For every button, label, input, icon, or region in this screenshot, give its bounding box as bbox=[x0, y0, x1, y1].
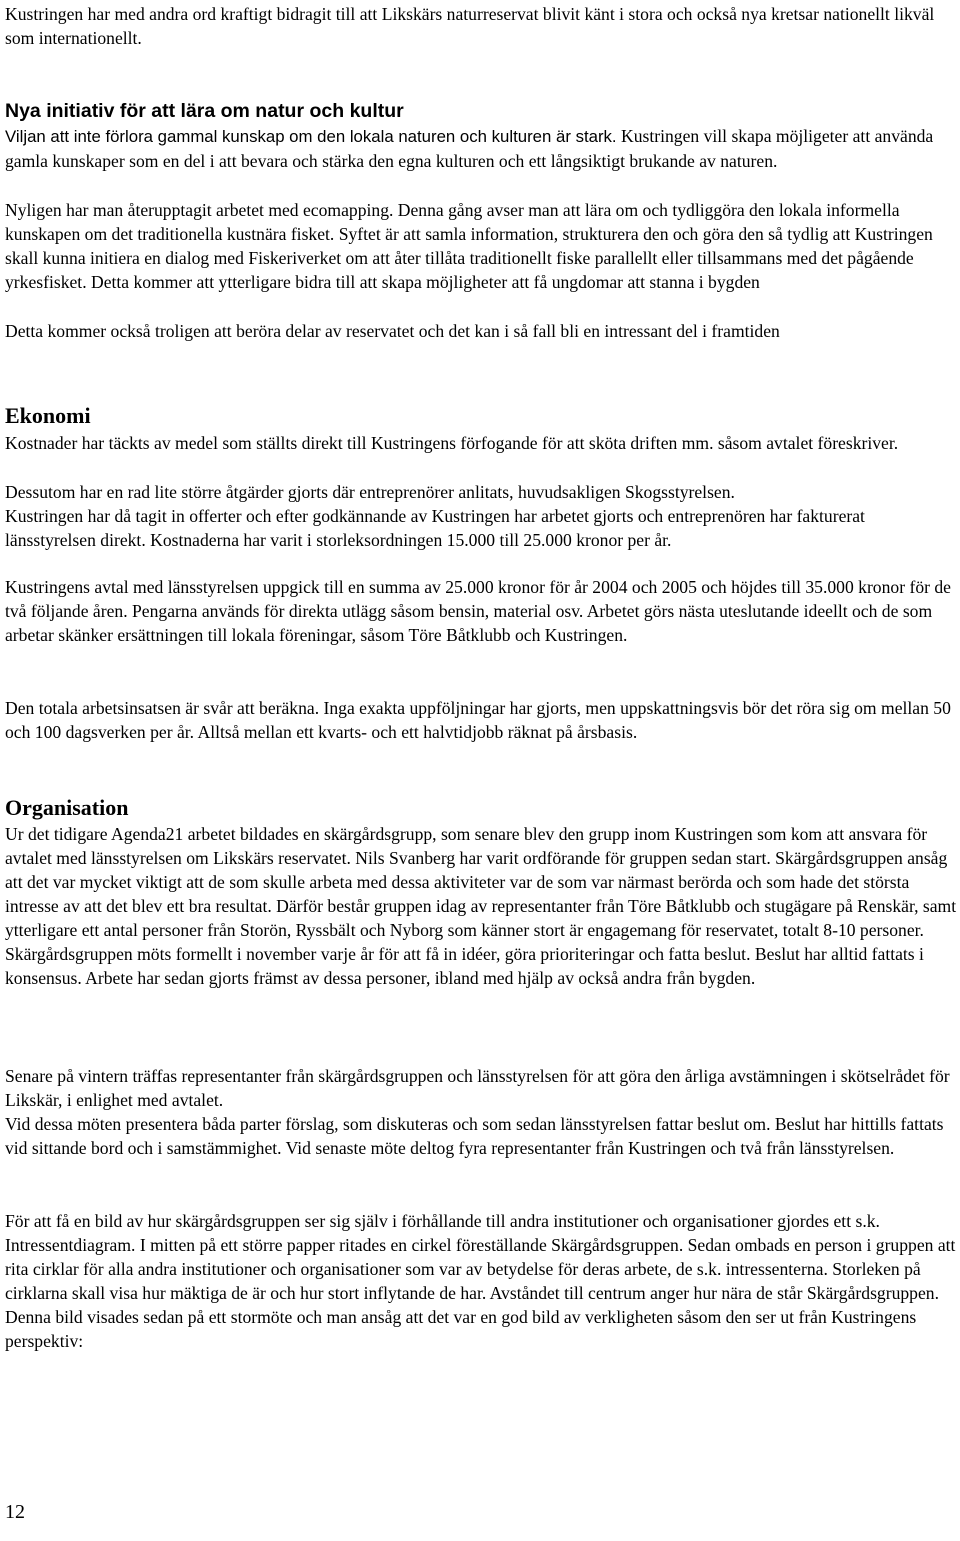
organisation-paragraph-3: Vid dessa möten presentera båda parter förslag, som diskuteras och som sedan länsstyrelsen fattar beslut om. Beslut har hittills fattats vid sittande bord och i samstämmighet. Vid senaste möte deltog fyra representanter från Kustringen och två från länsstyrelsen. bbox=[5, 1114, 944, 1158]
section-heading-initiativ: Nya initiativ för att lära om natur och kultur bbox=[5, 100, 404, 122]
initiativ-paragraph-3: Detta kommer också troligen att beröra delar av reservatet och det kan i så fall bli en intressant del i framtiden bbox=[5, 321, 780, 341]
ekonomi-paragraph-3: Kustringen har då tagit in offerter och efter godkännande av Kustringen har arbetet gjorts och entreprenören har fakturerat länsstyrelsen direkt. Kostnaderna har varit i storleksordningen 15.000 till 25.000 kronor per år. bbox=[5, 506, 865, 550]
initiativ-paragraph-2 bbox=[5, 198, 957, 294]
ekonomi-paragraph-5: Den totala arbetsinsatsen är svår att beräkna. Inga exakta uppföljningar har gjorts, men uppskattningsvis bör det röra sig om mellan 50 och 100 dagsverken per år. Alltså mellan ett kvarts- och ett halvtidjobb räknat på årsbasis. bbox=[5, 698, 951, 742]
ekonomi-paragraph-2: Dessutom har en rad lite större åtgärder gjorts där entreprenörer anlitats, huvudsakligen Skogsstyrelsen. bbox=[5, 482, 735, 502]
organisation-paragraph-1: Ur det tidigare Agenda21 arbetet bildades en skärgårdsgrupp, som senare blev den grupp inom Kustringen som kom att ansvara för avtalet med länsstyrelsen om Likskärs reservatet. Nils Svanberg har varit ordförande för gruppen sedan start. Skärgårdsgruppen ansåg att det var mycket viktigt att de som skulle arbeta med dessa aktiviteter var de som var närmast berörda och som hade det största intresse av att det blev ett bra resultat. Därför består gruppen idag av representanter från Töre Båtklubb och stugägare på Renskär, samt ytterligare ett antal personer från Storön, Ryssbält och Nyborg som känner stort är engagemang för reservatet, totalt 8-10 personer. Skärgårdsgruppen möts formellt i november varje år för att få in idéer, göra prioriteringar och fatta beslut. Beslut har alltid fattats i konsensus. Arbete har sedan gjorts främst av dessa personer, ibland med hjälp av också andra från bygden. bbox=[5, 824, 957, 988]
initiativ-lead-text: Viljan att inte förlora gammal kunskap om den lokala naturen och kulturen är stark. bbox=[5, 127, 617, 146]
organisation-paragraph-2: Senare på vintern träffas representanter från skärgårdsgruppen och länsstyrelsen för att göra den årliga avstämningen i skötselrådet för Likskär, i enlighet med avtalet. bbox=[5, 1066, 950, 1110]
initiativ-text-2c: Syftet är att samla information, strukturera den och göra den så tydlig att Kustringen skall kunna initiera en dialog med Fiskeriverket om att åter tillåta traditionellt fiske parallellt eller tillsammans med det pågående yrkesfisket. bbox=[5, 224, 933, 292]
ekonomi-paragraph-4: Kustringens avtal med länsstyrelsen uppgick till en summa av 25.000 kronor för år 2004 och 2005 och höjdes till 35.000 kronor för de två följande åren. Pengarna används för direkta utlägg såsom bensin, material osv. Arbetet görs nästa uteslutande ideellt och de som arbetar skänker ersättningen till lokala föreningar, såsom Töre Båtklubb och Kustringen. bbox=[5, 577, 951, 645]
section-heading-ekonomi: Ekonomi bbox=[5, 403, 91, 428]
initiativ-text-2d: Detta kommer att ytterligare bidra till att skapa möjligheter att få ungdomar att stanna i bygden bbox=[91, 272, 760, 292]
initiativ-paragraph-1 bbox=[5, 124, 945, 173]
organisation-paragraph-4: För att få en bild av hur skärgårdsgruppen ser sig själv i förhållande till andra institutioner och organisationer gjordes ett s.k. Intressentdiagram. I mitten på ett större papper ritades en cirkel föreställande Skärgårdsgruppen. Sedan ombads en person i gruppen att rita cirklar för alla andra institutioner och organisationer som var av betydelse för deras arbete, de s.k. intressenterna. Storleken på cirklarna skall visa hur mäktiga de är och hur stort inflytande de har. Avståndet till centrum anger hur nära de står Skärgårdsgruppen. Denna bild visades sedan på ett stormöte och man ansåg att det var en god bild av verkligheten såsom den ser ut från Kustringens perspektiv: bbox=[5, 1211, 956, 1351]
ekonomi-paragraph-1: Kostnader har täckts av medel som ställts direkt till Kustringens förfogande för att sköta driften mm. såsom avtalet föreskriver. bbox=[5, 433, 899, 453]
page-number: 12 bbox=[5, 1501, 25, 1523]
initiativ-text-2b: Denna gång avser man att lära om och tydliggöra den lokala informella kunskapen om det traditionella kustnära fisket. bbox=[5, 200, 900, 244]
section-heading-organisation: Organisation bbox=[5, 795, 129, 820]
initiativ-text-1: Kustringen vill skapa möjligeter att använda gamla kunskaper som en del i att bevara och stärka den egna kulturen och ett långsiktigt brukande av naturen. bbox=[5, 126, 934, 171]
intro-paragraph: Kustringen har med andra ord kraftigt bidragit till att Likskärs naturreservat blivit känt i stora och också nya kretsar nationellt likväl som internationellt. bbox=[5, 4, 935, 48]
initiativ-text-2a: Nyligen har man återupptagit arbetet med ecomapping. bbox=[5, 200, 394, 220]
